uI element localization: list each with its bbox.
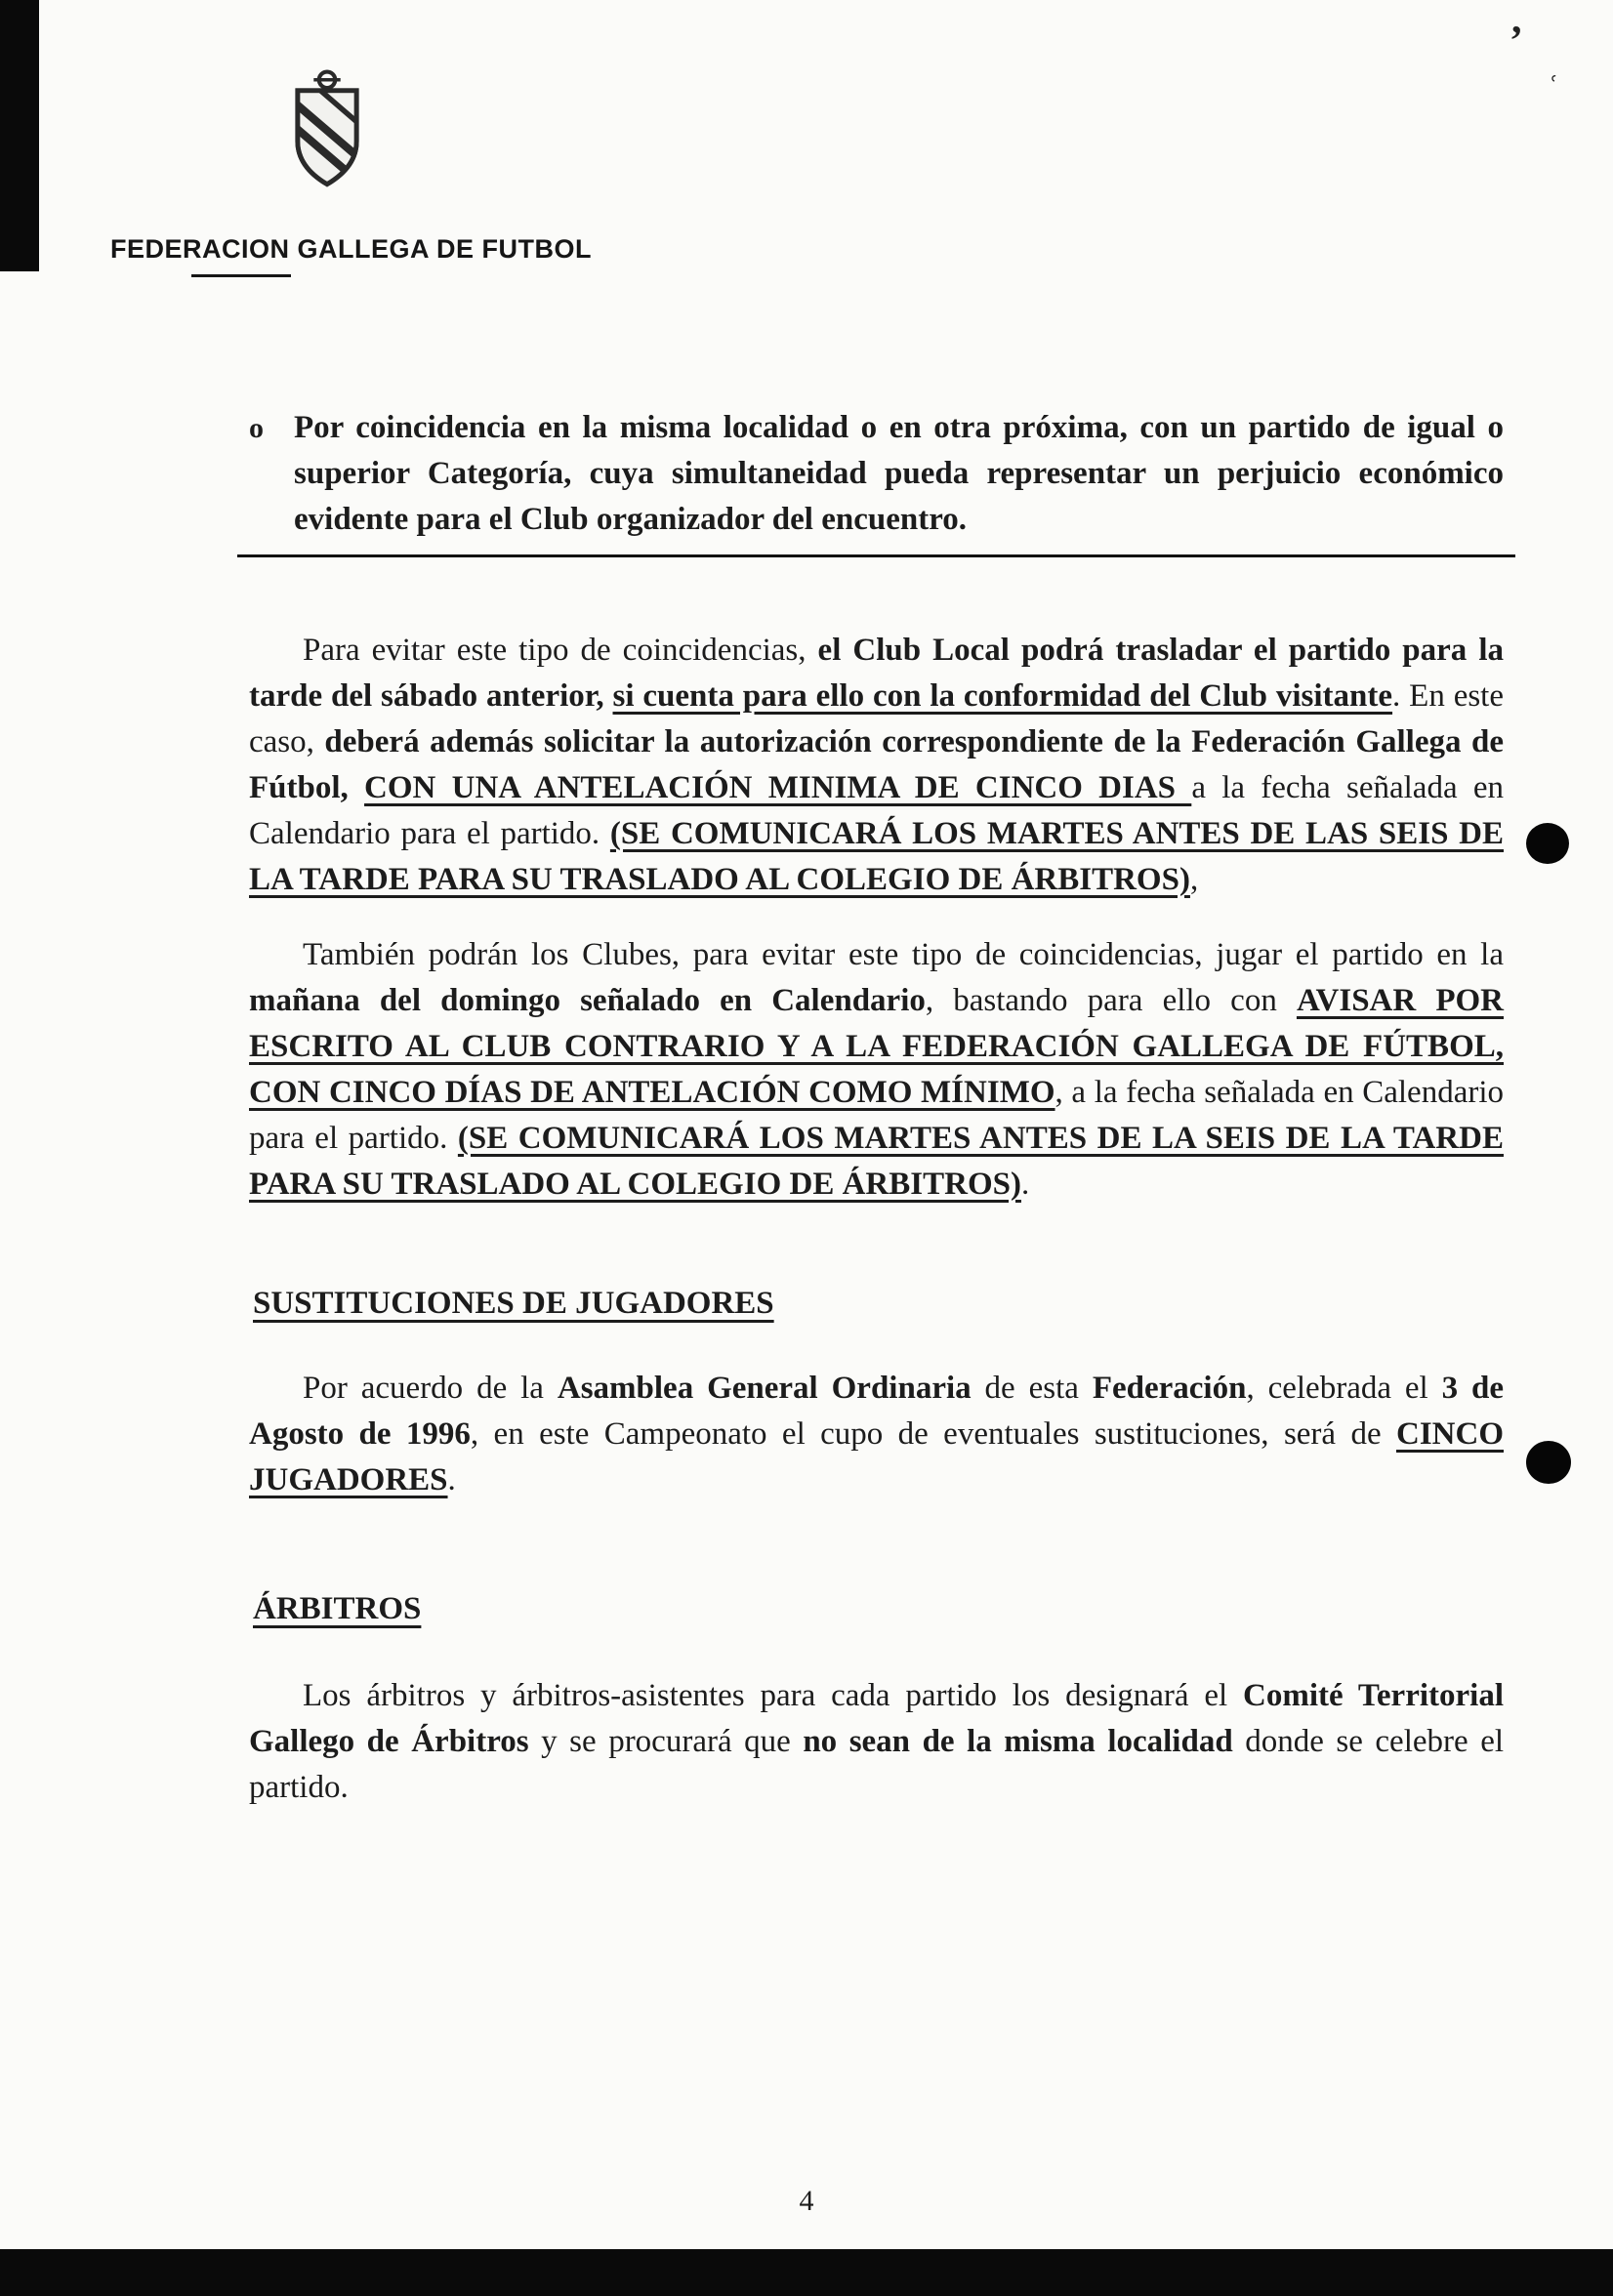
paragraph-traslado-sabado: Para evitar este tipo de coincidencias, el Club Local podrá trasladar el partido para la tarde del sábado anterior, si cuenta para ello con la conformidad del Club visitante. En este caso, deberá además solicitar la autorización correspondiente de la Federación Gallega de Fútbol, CON UNA ANTELACIÓN MINIMA DE CINCO DIAS a la fecha señalada en Calendario para el partido. (SE COMUNICARÁ LOS MARTES ANTES DE LAS SEIS DE LA TARDE PARA SU TRASLADO AL COLEGIO DE ÁRBITROS), [249,633,1505,897]
bullet-paragraph-coincidencia: Por coincidencia en la misma localidad o en otra próxima, con un partido de igual o superior Categoría, cuya simultaneidad pueda representar un perjuicio económico evidente para el Club organizador del encuentro. [294,410,1504,537]
org-name: FEDERACION GALLEGA DE FUTBOL [110,234,592,264]
federation-shield-logo-icon [280,66,374,203]
document-body [249,405,1504,1811]
ink-dot-mark-2 [1526,1441,1571,1484]
paragraph-arbitros: Los árbitros y árbitros-asistentes para cada partido los designará el Comité Territorial Gallego de Árbitros y se procurará que no sean de la misma localidad donde se celebre el partido. [249,1678,1505,1805]
paragraph-sustituciones: Por acuerdo de la Asamblea General Ordinaria de esta Federación, celebrada el 3 de Agosto de 1996, en este Campeonato el cupo de eventuales sustituciones, será de CINCO JUGADORES. [249,1371,1505,1497]
horizontal-rule [237,554,1515,557]
scan-speck-icon: , [1511,0,1522,42]
scan-artifact-left-bar [0,0,39,271]
paragraph-domingo-manana: También podrán los Clubes, para evitar este tipo de coincidencias, jugar el partido en la mañana del domingo señalado en Calendario, bastando para ello con AVISAR POR ESCRITO AL CLUB CONTRARIO Y A LA FEDERACIÓN GALLEGA DE FÚTBOL, CON CINCO DÍAS DE ANTELACIÓN COMO MÍNIMO, a la fecha señalada en Calendario para el partido. (SE COMUNICARÁ LOS MARTES ANTES DE LA SEIS DE LA TARDE PARA SU TRASLADO AL COLEGIO DE ÁRBITROS). [249,937,1505,1202]
org-name-underline [191,274,291,277]
bullet-marker: o [249,412,264,444]
scan-artifact-bottom-bar [0,2249,1613,2296]
ink-dot-mark-1 [1526,823,1569,864]
page-number: 4 [799,2185,814,2217]
scan-speck-icon: ʿ [1542,69,1561,107]
section-heading-arbitros: ÁRBITROS [253,1591,422,1626]
bullet-item [249,405,1504,543]
section-heading-sustituciones: SUSTITUCIONES DE JUGADORES [253,1286,774,1321]
